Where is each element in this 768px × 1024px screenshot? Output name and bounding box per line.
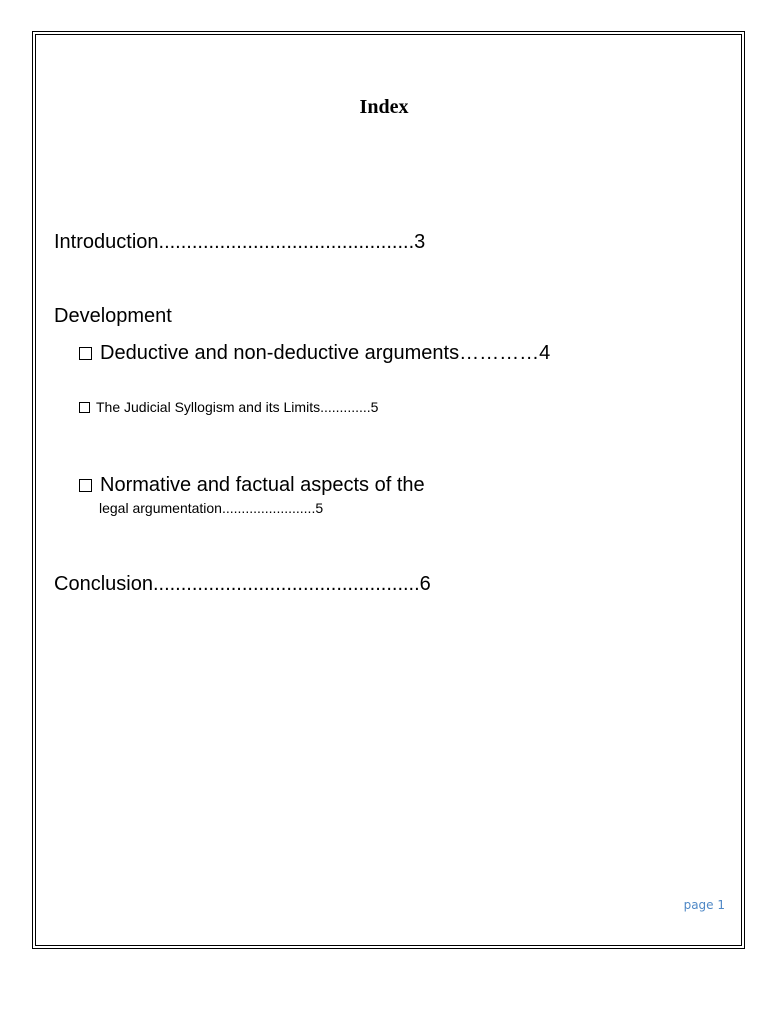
toc-subentry-normative-factual-continuation xyxy=(99,500,323,516)
toc-label: Introduction xyxy=(54,231,159,253)
toc-label: Development xyxy=(54,305,172,327)
square-bullet-icon xyxy=(79,479,92,492)
toc-page-number: 3 xyxy=(414,231,426,253)
toc-entry-introduction xyxy=(54,231,425,254)
toc-entry-conclusion xyxy=(54,573,431,596)
toc-label: Conclusion xyxy=(54,573,153,595)
toc-dots: ............. xyxy=(320,399,371,415)
toc-dots: ................................................ xyxy=(152,573,420,595)
toc-label: The Judicial Syllogism and its Limits xyxy=(96,399,321,415)
toc-page-number: 4 xyxy=(539,342,551,364)
toc-subentry-deductive xyxy=(79,342,550,365)
toc-subentry-normative-factual xyxy=(79,474,425,497)
toc-page-number: 5 xyxy=(315,500,324,516)
toc-label: Deductive and non-deductive arguments xyxy=(100,342,460,364)
toc-label: legal argumentation xyxy=(99,500,222,516)
toc-label: Normative and factual aspects of the xyxy=(100,474,425,496)
page-title: Index xyxy=(359,96,409,118)
toc-page-number: 5 xyxy=(370,399,379,415)
toc-entry-development xyxy=(54,305,172,328)
square-bullet-icon xyxy=(79,347,92,360)
toc-subentry-judicial-syllogism xyxy=(79,399,378,415)
page-number-label: page 1 xyxy=(683,898,725,912)
toc-dots: ………… xyxy=(459,342,540,364)
square-bullet-icon xyxy=(79,402,90,413)
toc-dots: .............................................. xyxy=(158,231,415,253)
toc-page-number: 6 xyxy=(419,573,431,595)
toc-dots: ........................ xyxy=(221,500,316,516)
